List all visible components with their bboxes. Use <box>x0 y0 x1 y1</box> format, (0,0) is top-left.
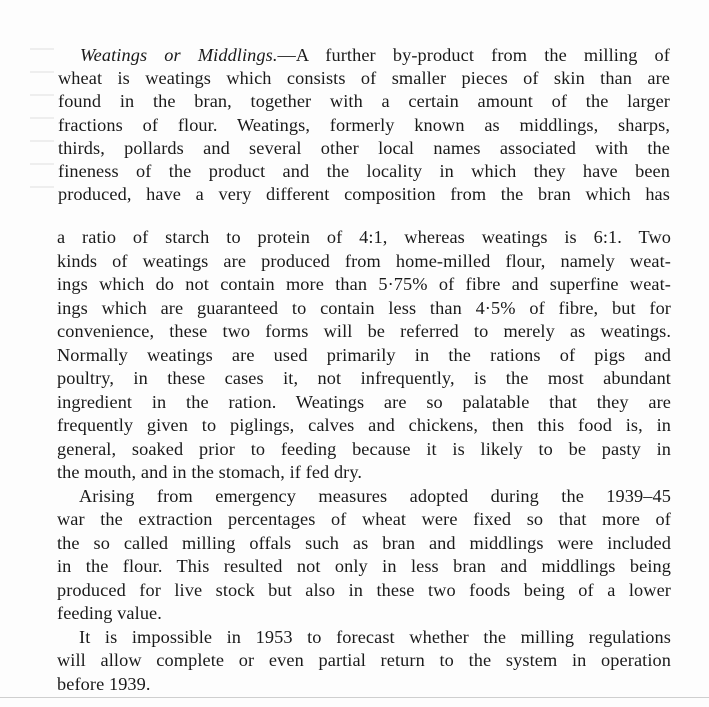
weatings-intro-paragraph <box>58 44 670 206</box>
paragraph-line: general, soaked prior to feeding because it is likely to be pasty in <box>57 438 671 459</box>
page-bottom-rule <box>0 697 709 698</box>
paragraph-line: before 1939. <box>57 673 151 694</box>
paragraph-line: wheat is weatings which consists of smaller pieces of skin than are <box>58 68 670 89</box>
paragraph-line: Arising from emergency measures adopted during the 1939–45 <box>79 485 671 506</box>
paragraph-line: feeding value. <box>57 603 162 623</box>
section-heading: Weatings or Middlings. <box>80 45 278 65</box>
paragraph-line: a ratio of starch to protein of 4:1, whereas weatings is 6:1. Two <box>57 227 671 247</box>
paragraph-line: ings which do not contain more than 5·75% of fibre and superfine weat- <box>57 274 671 294</box>
scan-speckle-decoration <box>30 48 54 198</box>
paragraph-line: the mouth, and in the stomach, if fed dry. <box>57 462 363 482</box>
paragraph-line: It is impossible in 1953 to forecast whether the milling regulations <box>79 626 671 647</box>
paragraph-line: poultry, in these cases it, not infrequently, is the most abundant <box>57 368 671 388</box>
paragraph-line: Normally weatings are used primarily in the rations of pigs and <box>57 344 671 365</box>
paragraph-line: produced for live stock but also in these two foods being of a lower <box>57 579 671 600</box>
paragraph-line <box>58 44 670 67</box>
paragraph-line: thirds, pollards and several other local names associated with the <box>58 137 670 158</box>
paragraph-line: will allow complete or even partial return to the system in operation <box>57 650 671 670</box>
paragraph-line: war the extraction percentages of wheat were fixed so that more of <box>57 509 671 529</box>
paragraph-line: kinds of weatings are produced from home-milled flour, namely weat- <box>57 250 671 271</box>
paragraph-line: fineness of the product and the locality in which they have been <box>58 161 670 182</box>
paragraph-line: fractions of flour. Weatings, formerly known as middlings, sharps, <box>58 114 670 135</box>
paragraph-line: convenience, these two forms will be referred to merely as weatings. <box>57 321 671 341</box>
paragraph-line: in the flour. This resulted not only in less bran and middlings being <box>57 556 671 576</box>
paragraph-line: ingredient in the ration. Weatings are so palatable that they are <box>57 391 671 412</box>
weatings-main-text <box>57 226 671 696</box>
paragraph-line: found in the bran, together with a certain amount of the larger <box>58 91 670 112</box>
heading-continuation: —A further by-product from the milling of <box>277 45 670 65</box>
paragraph-line: frequently given to piglings, calves and chickens, then this food is, in <box>57 415 671 435</box>
paragraph-line: the so called milling offals such as bran and middlings were included <box>57 532 671 553</box>
paragraph-line: produced, have a very different composition from the bran which has <box>58 184 670 205</box>
paragraph-line: ings which are guaranteed to contain less than 4·5% of fibre, but for <box>57 297 671 318</box>
